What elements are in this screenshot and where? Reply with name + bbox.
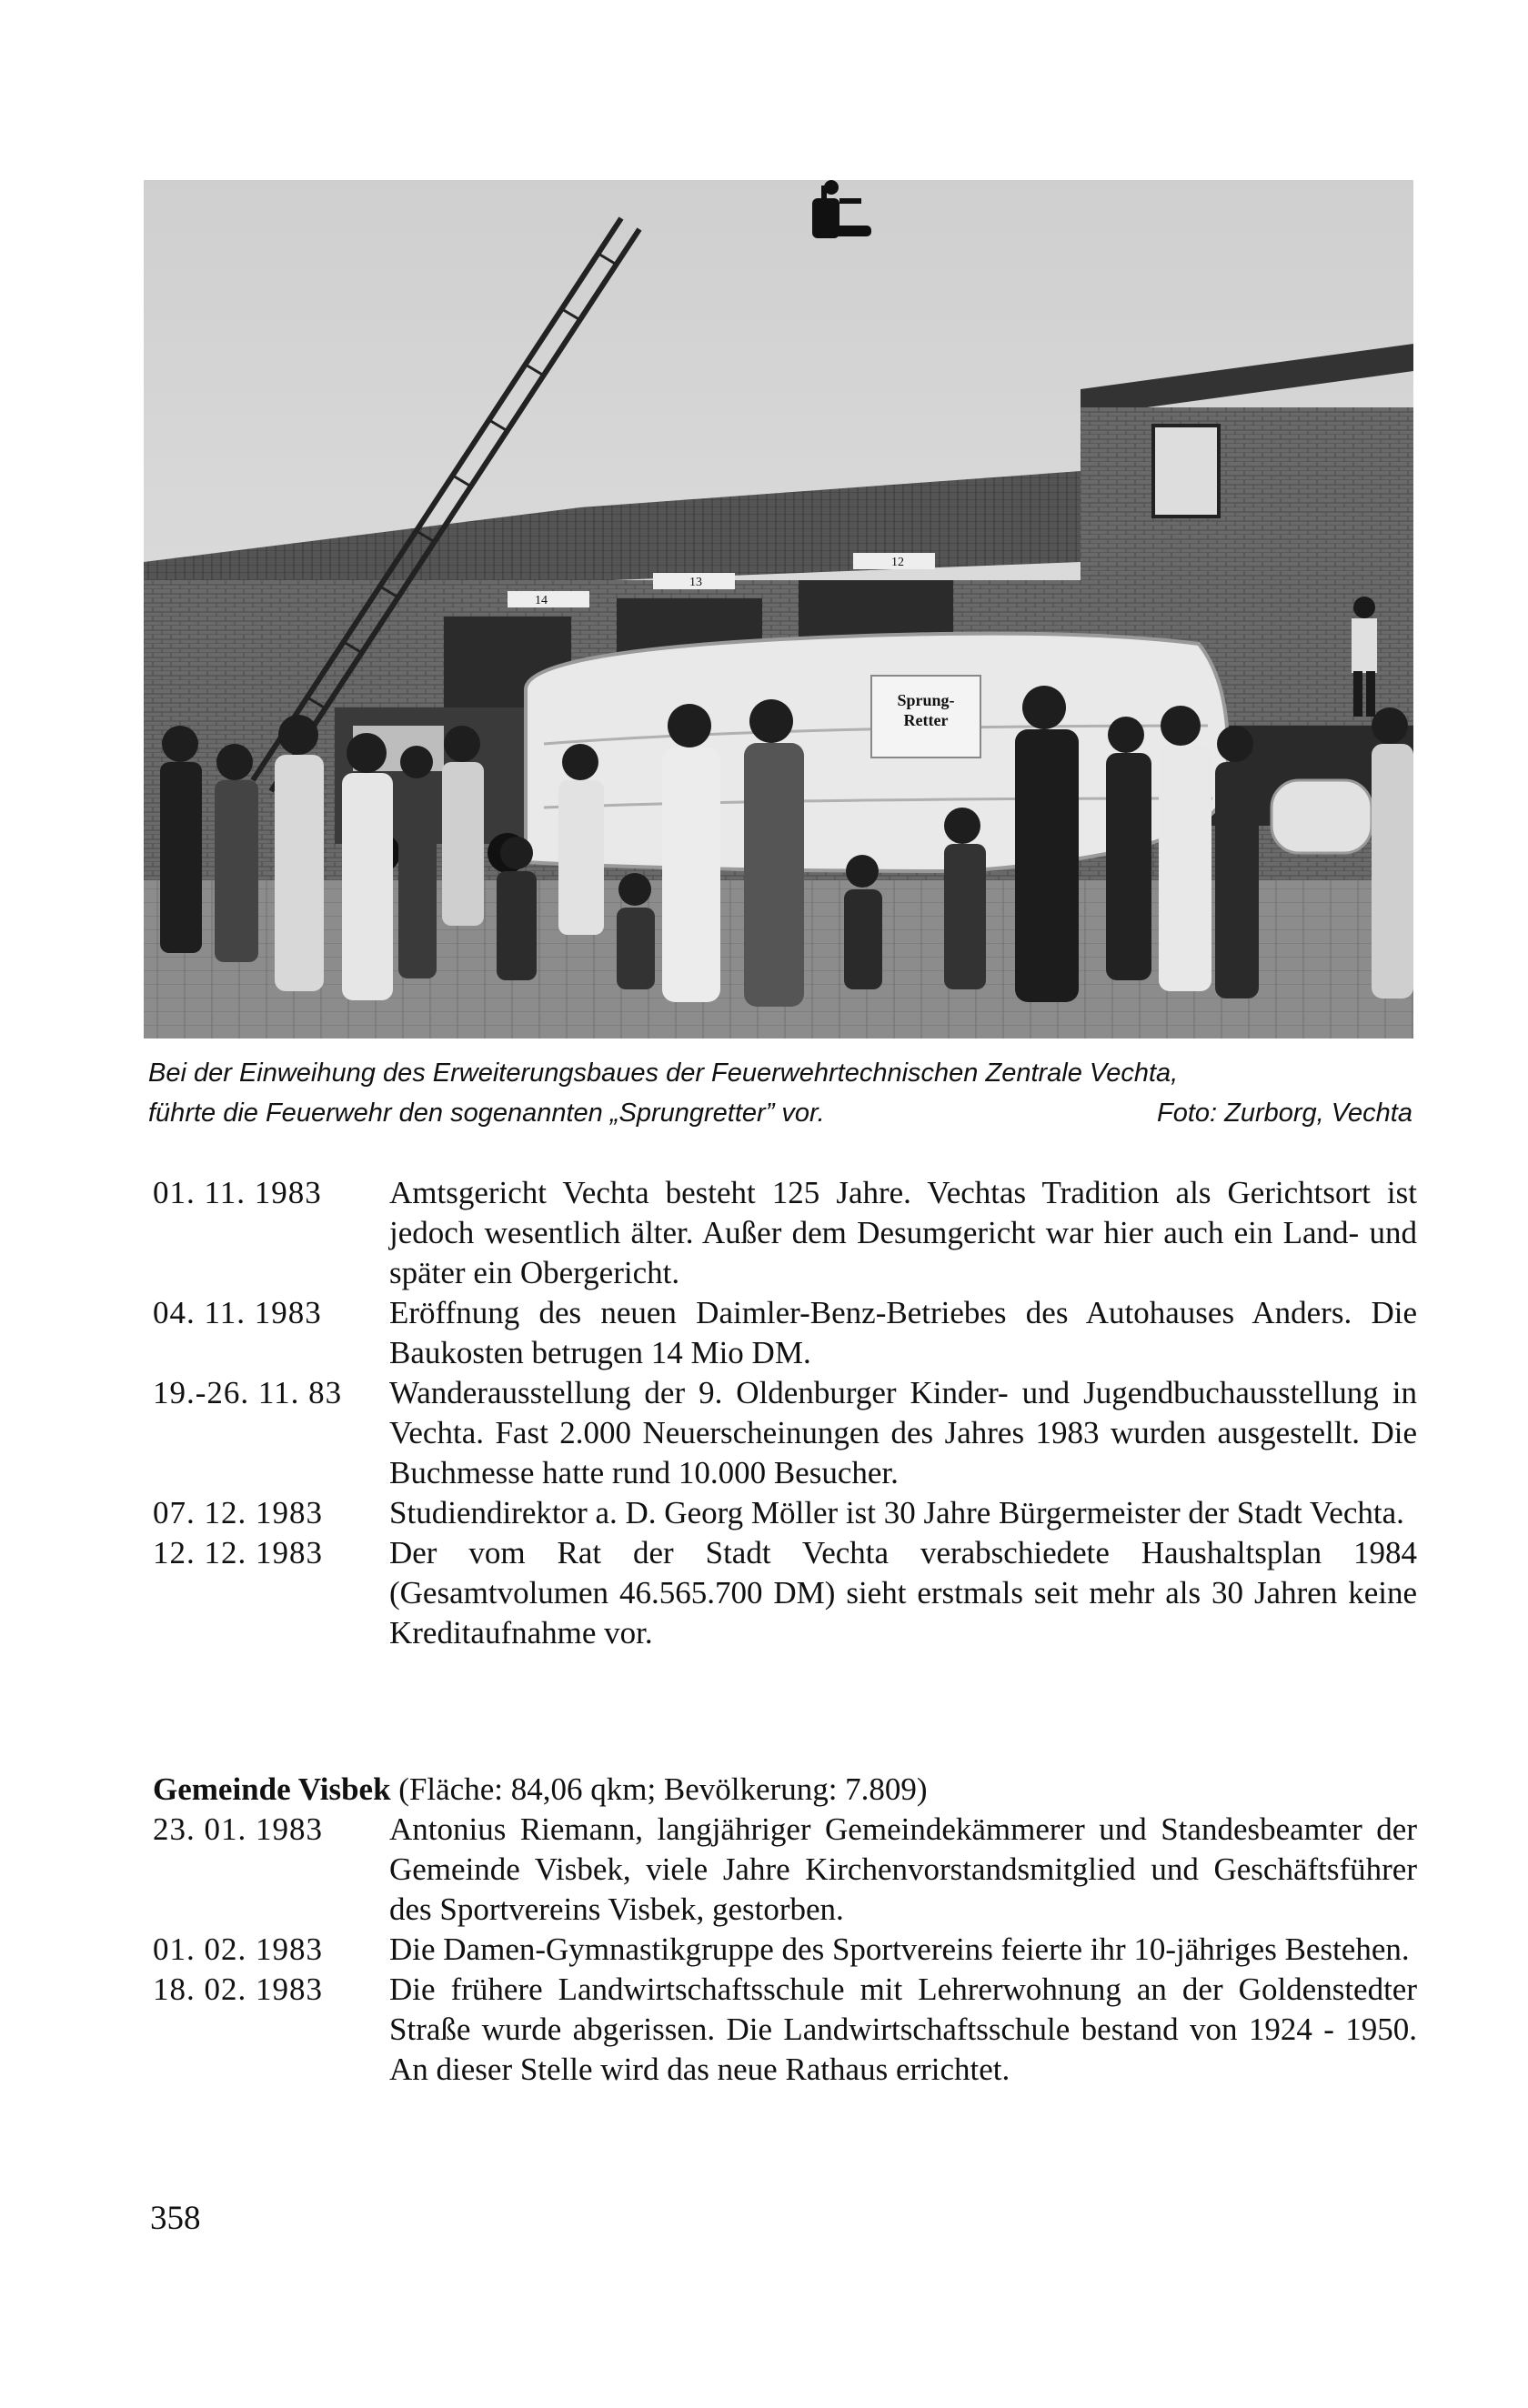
photo-illustration [144,180,1413,1038]
entry-date: 01. 11. 1983 [153,1175,322,1210]
entry-text: Der vom Rat der Stadt Vechta verabschiedete Haushaltsplan 1984 (Gesamtvolumen 46.565.700 DM) sieht erstmals seit mehr als 30 Jahren keine Kreditaufnahme vor. [389,1535,1417,1650]
chronicle-entries-visbek [153,1810,1417,2090]
entry-date: 23. 01. 1983 [153,1811,323,1847]
cushion-sign-text-1: Sprung- [897,691,955,709]
entry-text: Die frühere Landwirtschaftsschule mit Lehrerwohnung an der Goldenstedter Straße wurde abgerissen. Die Landwirtschaftsschule bestand von 1924 - 1950. An dieser Stelle wird das neue Rathaus errichtet. [389,1972,1417,2087]
chronicle-entry [153,1930,1417,1970]
entry-date: 12. 12. 1983 [153,1535,323,1570]
section-title: Gemeinde Visbek [153,1771,391,1807]
section-heading [153,1770,928,1810]
photo-caption [148,1053,1412,1133]
chronicle-entry [153,1970,1417,2090]
chronicle-entries-vechta [153,1173,1417,1653]
entry-date: 19.-26. 11. 83 [153,1375,343,1410]
cushion-sign-text-2: Retter [903,711,949,729]
entry-date: 07. 12. 1983 [153,1495,323,1530]
page-number: 358 [150,2200,201,2237]
door-number-13: 13 [689,576,702,589]
chronicle-entry [153,1810,1417,1930]
door-number-14: 14 [535,594,548,607]
entry-text: Eröffnung des neuen Daimler-Benz-Betriebes des Autohauses Anders. Die Baukosten betrugen 14 Mio DM. [389,1295,1417,1370]
entry-text: Amtsgericht Vechta besteht 125 Jahre. Vechtas Tradition als Gerichtsort ist jedoch wesentlich älter. Außer dem Desumgericht war hier auch ein Land- und später ein Obergericht. [389,1175,1417,1290]
caption-line-2-row [148,1093,1412,1133]
photo-sprungretter-demonstration [144,180,1413,1038]
caption-line-1: Bei der Einweihung des Erweiterungsbaues der Feuerwehrtechnischen Zentrale Vechta, [148,1059,1179,1088]
section-details: (Fläche: 84,06 qkm; Bevölkerung: 7.809) [390,1771,928,1807]
photo-credit: Foto: Zurborg, Vechta [1156,1099,1412,1128]
chronicle-entry [153,1173,1417,1293]
entry-text: Wanderausstellung der 9. Oldenburger Kinder- und Jugendbuchausstellung in Vechta. Fast 2.000 Neuerscheinungen des Jahres 1983 wurden ausgestellt. Die Buchmesse hatte rund 10.000 Besucher. [389,1375,1417,1490]
entry-text: Die Damen-Gymnastikgruppe des Sportvereins feierte ihr 10-jähriges Bestehen. [389,1931,1410,1967]
entry-text: Studiendirektor a. D. Georg Möller ist 30 Jahre Bürgermeister der Stadt Vechta. [389,1495,1404,1530]
chronicle-entry [153,1373,1417,1493]
entry-text: Antonius Riemann, langjähriger Gemeindekämmerer und Standesbeamter der Gemeinde Visbek, viele Jahre Kirchenvorstandsmitglied und Geschäftsführer des Sportvereins Visbek, gestorben. [389,1811,1417,1927]
chronicle-entry [153,1293,1417,1373]
entry-date: 04. 11. 1983 [153,1295,322,1330]
chronicle-entry [153,1493,1417,1533]
entry-date: 01. 02. 1983 [153,1931,323,1967]
entry-date: 18. 02. 1983 [153,1972,323,2007]
door-number-12: 12 [891,556,904,569]
chronicle-entry [153,1533,1417,1653]
caption-line-2: führte die Feuerwehr den sogenannten „Sprungretter” vor. [148,1099,825,1128]
